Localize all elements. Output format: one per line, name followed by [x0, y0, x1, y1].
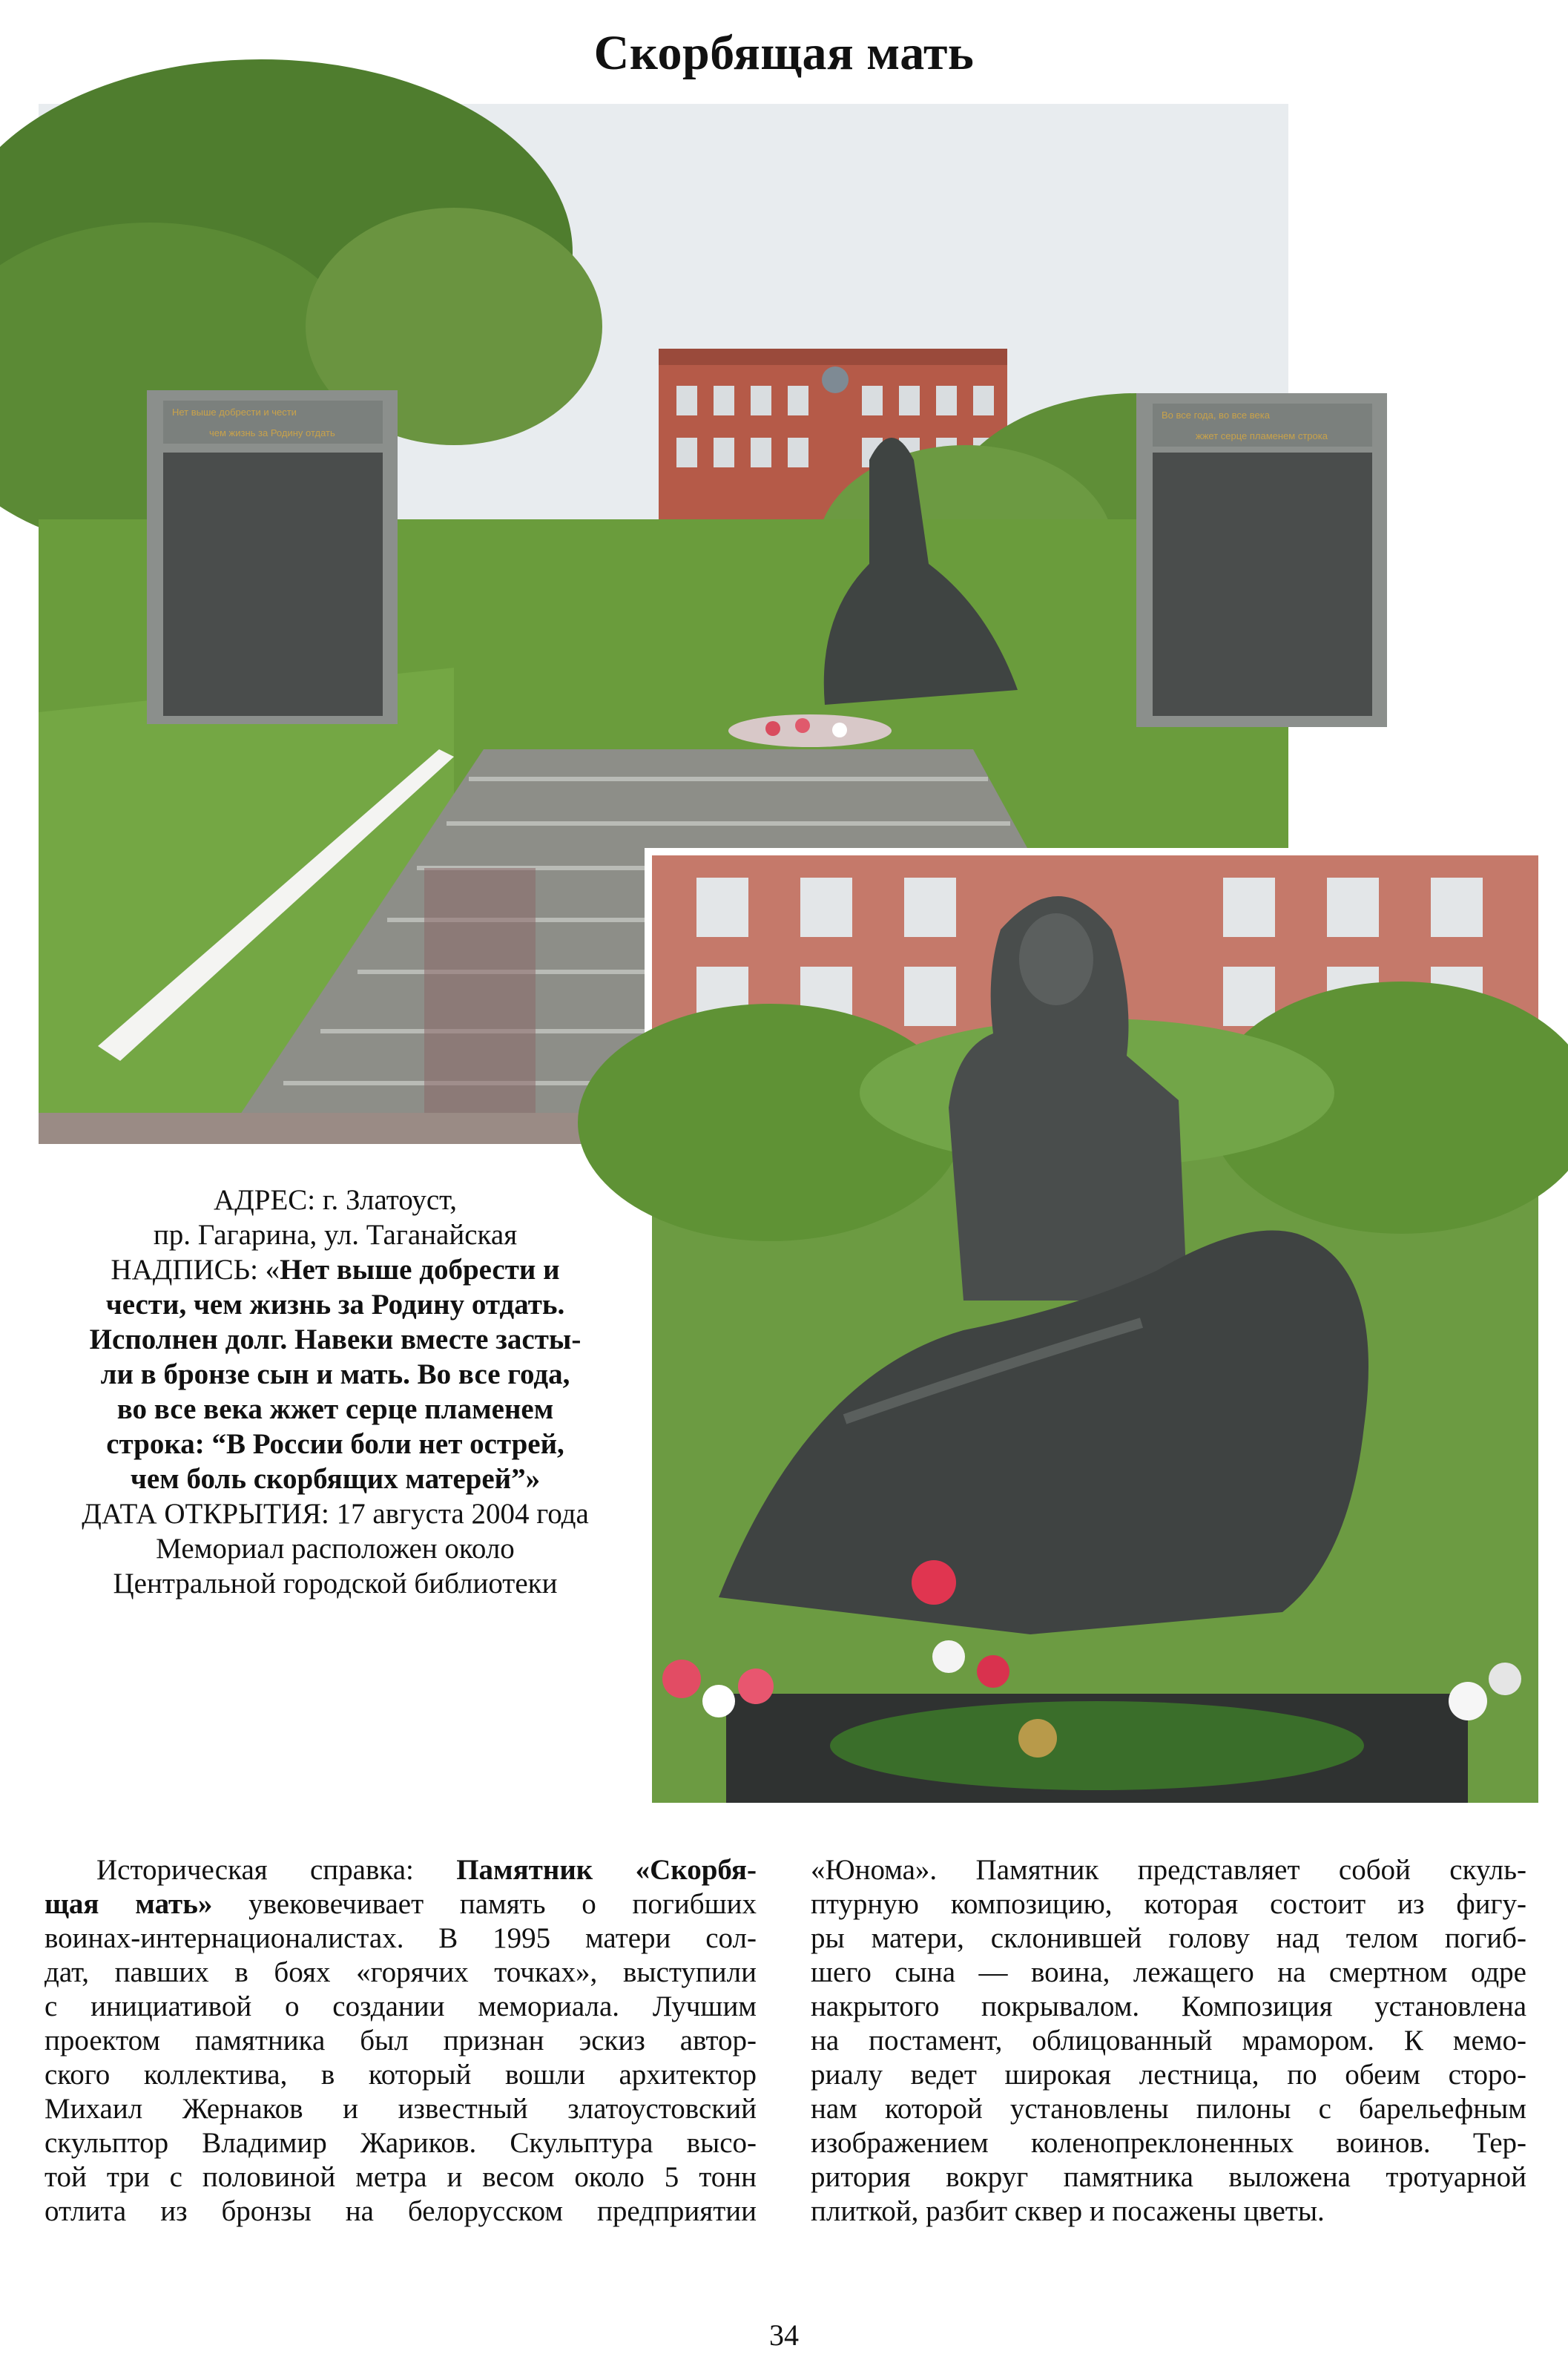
body-line: ритория вокруг памятника выложена тротуарной — [811, 2161, 1526, 2193]
inscription-line-1 — [39, 1252, 632, 1287]
inscription-line: ли в бронзе сын и мать. Во все года, — [100, 1358, 570, 1390]
body-column-left — [45, 1853, 757, 2229]
body-line: Историческая справка: Памятник «Скорбя- — [96, 1854, 757, 1886]
body-line: ры матери, склонившей голову над телом погиб- — [811, 1922, 1526, 1954]
body-line: накрытого покрывалом. Композиция установлена — [811, 1990, 1526, 2022]
address-label: АДРЕС: — [214, 1184, 316, 1216]
body-line: Михаил Жернаков и известный златоустовский — [45, 2093, 757, 2125]
body-line: нам которой установлены пилоны с барельефным — [811, 2093, 1526, 2125]
inscription-line: Исполнен долг. Навеки вместе засты- — [89, 1324, 582, 1355]
body-line: шего сына — воина, лежащего на смертном одре — [811, 1956, 1526, 1988]
page-title: Скорбящая мать — [593, 26, 975, 80]
inscription-line: строка: “В России боли нет острей, — [106, 1428, 564, 1460]
location-line: Мемориал расположен около — [156, 1533, 515, 1565]
inscription-line: чести, чем жизнь за Родину отдать. — [105, 1289, 565, 1321]
caption-block — [39, 1183, 632, 1601]
location-line-2: Центральной городской библиотеки — [113, 1568, 558, 1600]
plaque-text: чем жизнь за Родину отдать — [209, 427, 335, 438]
body-line: отлита из бронзы на белорусском предприятии — [45, 2195, 757, 2227]
inscription-line: чем боль скорбящих матерей”» — [130, 1463, 541, 1495]
body-line: изображением коленопреклоненных воинов. Тер- — [811, 2127, 1526, 2159]
body-line: той три с половиной метра и весом около 5 тонн — [45, 2161, 757, 2193]
opening-date-line — [39, 1496, 632, 1531]
address-value: г. Златоуст, — [315, 1184, 457, 1216]
inscription-text: Нет выше добрести и — [280, 1254, 560, 1286]
address-line-2: пр. Гагарина, ул. Таганайская — [153, 1219, 518, 1251]
address-line — [39, 1183, 632, 1217]
date-value: 17 августа 2004 года — [329, 1498, 589, 1530]
sculpture-closeup-photo — [645, 848, 1538, 1803]
body-line: плиткой, разбит сквер и посажены цветы. — [811, 2195, 1325, 2227]
body-line: скульптор Владимир Жариков. Скульптура высо- — [45, 2127, 757, 2159]
body-line: воинах-интернационалистах. В 1995 матери сол- — [45, 1922, 757, 1954]
body-line: риалу ведет широкая лестница, по обеим сторо- — [811, 2059, 1526, 2091]
body-line: ского коллектива, в который вошли архитектор — [45, 2059, 757, 2091]
plaque-text: Во все года, во все века — [1162, 410, 1270, 421]
body-column-right — [811, 1853, 1526, 2229]
body-line: с инициативой о создании мемориала. Лучшим — [45, 1990, 757, 2022]
plaque-text: жжет серце пламенем строка — [1196, 430, 1328, 441]
inscription-line: во все века жжет серце пламенем — [116, 1393, 554, 1425]
body-line: на постамент, облицованный мрамором. К мемо- — [811, 2025, 1526, 2057]
date-label: ДАТА ОТКРЫТИЯ: — [82, 1498, 329, 1530]
page-number: 34 — [769, 2318, 799, 2352]
plaque-text: Нет выше добрести и чести — [172, 407, 297, 418]
inscription-label: НАДПИСЬ: « — [111, 1254, 280, 1286]
body-line: проектом памятника был признан эскиз автор- — [45, 2025, 757, 2057]
body-line: «Юнома». Памятник представляет собой скуль- — [811, 1854, 1526, 1886]
body-line: дат, павших в боях «горячих точках», выступили — [45, 1956, 757, 1988]
body-line: птурную композицию, которая состоит из фигу- — [811, 1888, 1526, 1920]
body-line: щая мать» увековечивает память о погибших — [45, 1888, 757, 1920]
